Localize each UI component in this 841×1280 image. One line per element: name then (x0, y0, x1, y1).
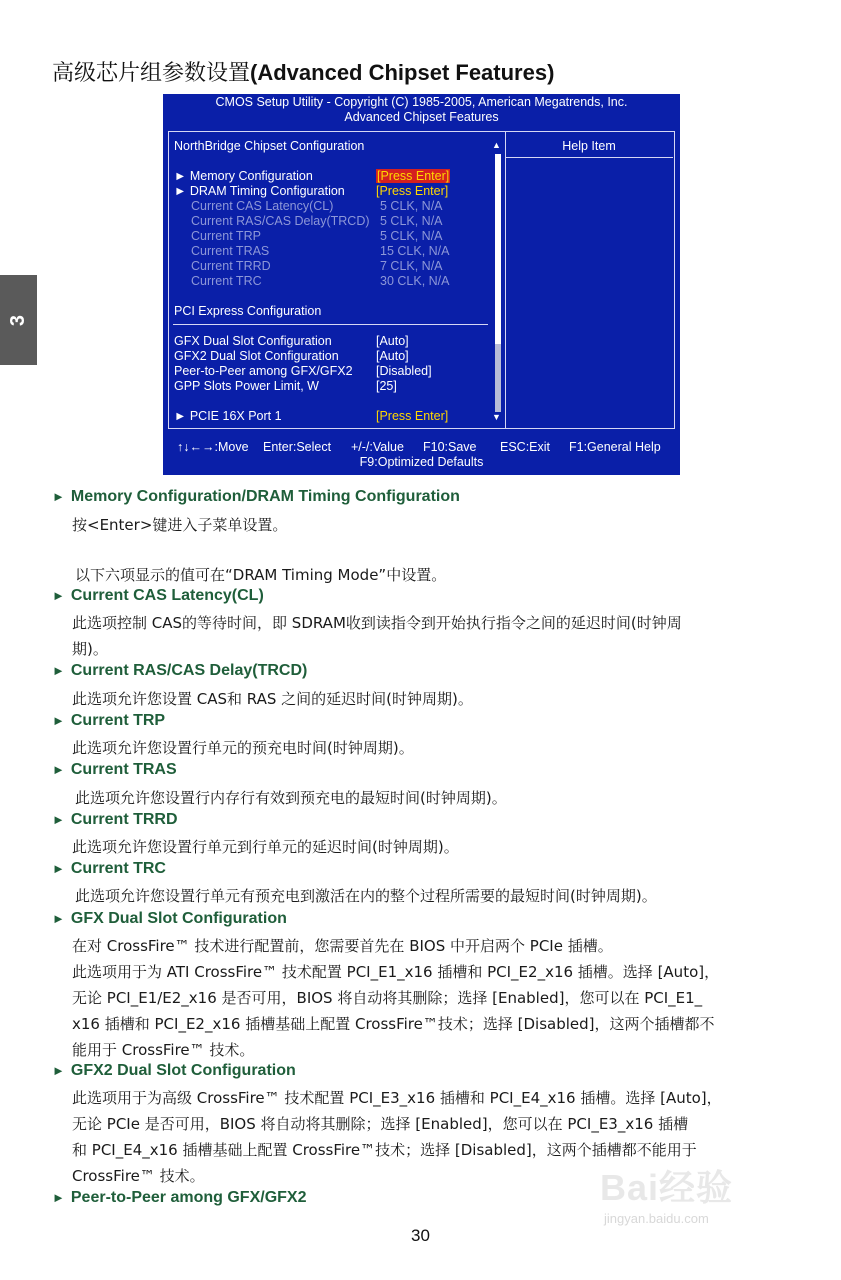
para-gfx2-2: 无论 PCIe 是否可用，BIOS 将自动将其删除；选择 [Enabled]，您可以在 PCI_E3_x16 插槽 (72, 1115, 689, 1133)
heading-gfx-dual-slot: ► GFX Dual Slot Configuration (52, 910, 287, 927)
gfx2-dual-slot-label[interactable]: GFX2 Dual Slot Configuration (174, 349, 339, 363)
trp-label: Current TRP (191, 229, 261, 243)
trc-label: Current TRC (191, 274, 262, 288)
gfx2-dual-slot-value[interactable]: [Auto] (376, 349, 409, 363)
gfx-dual-slot-label[interactable]: GFX Dual Slot Configuration (174, 334, 332, 348)
cas-latency-label: Current CAS Latency(CL) (191, 199, 334, 213)
bullet-icon: ► (52, 812, 65, 827)
tras-label: Current TRAS (191, 244, 270, 258)
para-trc: 此选项允许您设置行单元有预充电到激活在内的整个过程所需要的最短时间(时钟周期)。 (75, 887, 657, 905)
scrollbar-thumb[interactable] (495, 344, 501, 412)
peer-to-peer-value[interactable]: [Disabled] (376, 364, 432, 378)
help-divider (506, 157, 673, 158)
heading-cas-latency: ► Current CAS Latency(CL) (52, 587, 264, 604)
trrd-label: Current TRRD (191, 259, 271, 273)
bullet-icon: ► (52, 1190, 65, 1205)
heading-trcd: ► Current RAS/CAS Delay(TRCD) (52, 662, 308, 679)
trp-value: 5 CLK, N/A (380, 229, 443, 243)
para-gfx-4: x16 插槽和 PCI_E2_x16 插槽基础上配置 CrossFire™技术；选择 [Disabled]，这两个插槽都不 (72, 1015, 715, 1033)
page-number: 30 (411, 1226, 430, 1245)
footer-select: Enter:Select (263, 440, 332, 454)
bullet-icon: ► (52, 861, 65, 876)
bios-header-line1: CMOS Setup Utility - Copyright (C) 1985-2005, American Megatrends, Inc. (215, 95, 628, 109)
para-six-items: 以下六项显示的值可在“DRAM Timing Mode”中设置。 (75, 566, 447, 584)
bullet-icon: ► (52, 588, 65, 603)
para-cas-1: 此选项控制 CAS的等待时间，即 SDRAM收到读指令到开始执行指令之间的延迟时间(时钟周 (72, 614, 682, 632)
para-trcd: 此选项允许您设置 CAS和 RAS 之间的延迟时间(时钟周期)。 (72, 690, 473, 708)
para-gfx-3: 无论 PCI_E1/E2_x16 是否可用，BIOS 将自动将其删除；选择 [Enabled]，您可以在 PCI_E1_ (72, 989, 703, 1007)
footer-save: F10:Save (423, 440, 477, 454)
watermark-logo: Bai经验 (600, 1167, 734, 1208)
bullet-icon: ► (52, 911, 65, 926)
scroll-down-icon[interactable]: ▼ (492, 412, 501, 422)
para-enter-submenu: 按<Enter>键进入子菜单设置。 (72, 516, 288, 534)
heading-memory-dram: ► Memory Configuration/DRAM Timing Configuration (52, 488, 460, 505)
chapter-tab: 3 (0, 275, 37, 365)
section-northbridge: NorthBridge Chipset Configuration (174, 139, 365, 153)
para-gfx-1: 在对 CrossFire™ 技术进行配置前，您需要首先在 BIOS 中开启两个 PCIe 插槽。 (72, 937, 613, 955)
footer-move: ↑↓←→:Move (177, 440, 249, 454)
para-trrd: 此选项允许您设置行单元到行单元的延迟时间(时钟周期)。 (72, 838, 459, 856)
cas-latency-value: 5 CLK, N/A (380, 199, 443, 213)
section-pcie: PCI Express Configuration (174, 304, 322, 318)
trcd-value: 5 CLK, N/A (380, 214, 443, 228)
para-gfx2-4: CrossFire™ 技术。 (72, 1167, 205, 1185)
gpp-power-value[interactable]: [25] (376, 379, 397, 393)
heading-trp: ► Current TRP (52, 712, 166, 729)
menu-memory-configuration[interactable]: ► Memory Configuration (174, 169, 313, 183)
gfx-dual-slot-value[interactable]: [Auto] (376, 334, 409, 348)
menu-dram-timing[interactable]: ► DRAM Timing Configuration (174, 184, 345, 198)
bullet-icon: ► (52, 762, 65, 777)
footer-defaults: F9:Optimized Defaults (359, 455, 484, 469)
para-gfx2-3: 和 PCI_E4_x16 插槽基础上配置 CrossFire™技术；选择 [Disabled]，这两个插槽都不能用于 (72, 1141, 697, 1159)
page-title-cn: 高级芯片组参数设置 (52, 61, 251, 86)
section-divider (173, 324, 488, 325)
help-panel (505, 131, 675, 429)
footer-value: +/-/:Value (351, 440, 404, 454)
para-cas-2: 期)。 (72, 640, 108, 658)
para-tras: 此选项允许您设置行内存行有效到预充电的最短时间(时钟周期)。 (75, 789, 507, 807)
page-title-en: (Advanced Chipset Features) (250, 60, 555, 85)
trcd-label: Current RAS/CAS Delay(TRCD) (191, 214, 370, 228)
peer-to-peer-label[interactable]: Peer-to-Peer among GFX/GFX2 (174, 364, 353, 378)
bios-screen (163, 94, 680, 475)
help-title: Help Item (562, 139, 616, 153)
bullet-icon: ► (52, 489, 65, 504)
page-title (52, 56, 554, 87)
bullet-icon: ► (52, 1063, 65, 1078)
para-trp: 此选项允许您设置行单元的预充电时间(时钟周期)。 (72, 739, 414, 757)
bullet-icon: ► (52, 713, 65, 728)
heading-trrd: ► Current TRRD (52, 811, 178, 828)
heading-trc: ► Current TRC (52, 860, 166, 877)
para-gfx-2: 此选项用于为 ATI CrossFire™ 技术配置 PCI_E1_x16 插槽和 PCI_E2_x16 插槽。选择 [Auto]， (72, 963, 720, 981)
para-gfx2-1: 此选项用于为高级 CrossFire™ 技术配置 PCI_E3_x16 插槽和 PCI_E4_x16 插槽。选择 [Auto]， (72, 1089, 722, 1107)
bios-header-line2: Advanced Chipset Features (344, 110, 499, 124)
watermark (600, 1160, 790, 1226)
watermark-url: jingyan.baidu.com (604, 1211, 709, 1226)
menu-pcie-16x-port1[interactable]: ► PCIE 16X Port 1 (174, 409, 282, 423)
heading-gfx2-dual-slot: ► GFX2 Dual Slot Configuration (52, 1062, 296, 1079)
pcie-port1-value[interactable]: [Press Enter] (376, 409, 449, 423)
gpp-power-label[interactable]: GPP Slots Power Limit, W (174, 379, 319, 393)
heading-peer-to-peer: ► Peer-to-Peer among GFX/GFX2 (52, 1189, 307, 1206)
memory-configuration-value[interactable]: [Press Enter] (377, 169, 450, 183)
footer-exit: ESC:Exit (500, 440, 551, 454)
trrd-value: 7 CLK, N/A (380, 259, 443, 273)
scroll-up-icon[interactable]: ▲ (492, 140, 501, 150)
dram-timing-value[interactable]: [Press Enter] (376, 184, 449, 198)
bullet-icon: ► (52, 663, 65, 678)
tras-value: 15 CLK, N/A (380, 244, 450, 258)
trc-value: 30 CLK, N/A (380, 274, 450, 288)
footer-help: F1:General Help (569, 440, 661, 454)
heading-tras: ► Current TRAS (52, 761, 177, 778)
para-gfx-5: 能用于 CrossFire™ 技术。 (72, 1041, 255, 1059)
